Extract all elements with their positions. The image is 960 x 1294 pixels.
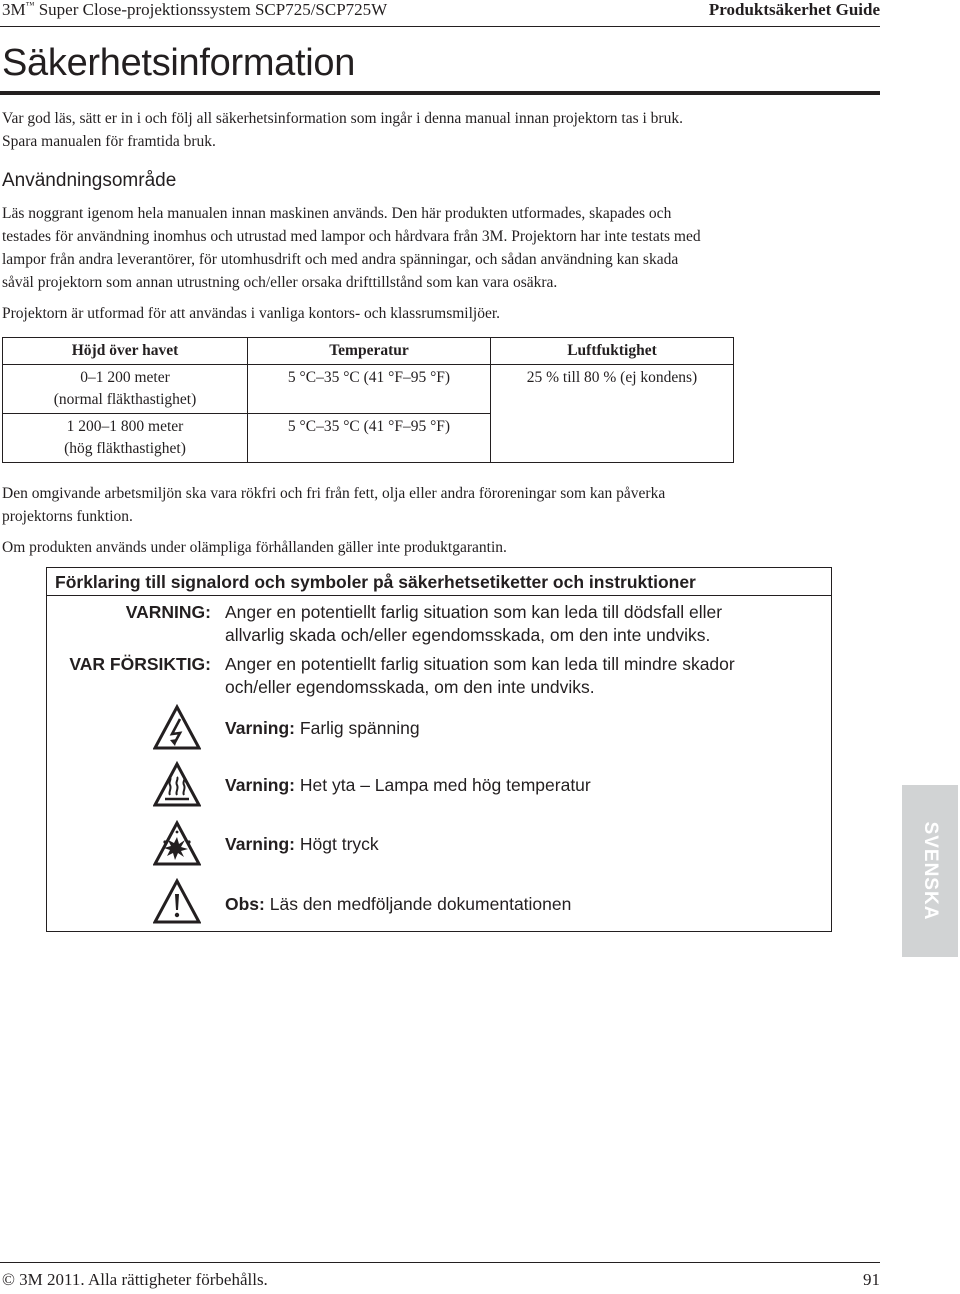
explosion-icon [153, 820, 201, 868]
altitude-cell [3, 365, 248, 414]
altitude-fan: (normal fläkthastighet) [53, 391, 197, 408]
header-guide: Produktsäkerhet Guide [708, 0, 880, 19]
term-caution: VAR FÖRSIKTIG: [69, 654, 211, 674]
symbol-text: Het yta – Lampa med hög temperatur [299, 775, 591, 795]
symbol-label: Varning: [225, 834, 296, 854]
intro-line-2: Spara manualen för framtida bruk. [2, 133, 216, 150]
symbol-label: Varning: [225, 775, 296, 795]
definition-line: Anger en potentiellt farlig situation som kan leda till mindre skador [225, 654, 735, 674]
symbol-label-voltage [225, 718, 420, 739]
hot-surface-icon [153, 761, 201, 809]
usage-paragraph-2: Projektorn är utformad för att användas i vanliga kontors- och klassrumsmiljöer. [2, 305, 501, 322]
header-altitude: Höjd över havet [3, 338, 248, 365]
altitude-range: 0–1 200 meter [80, 369, 170, 386]
high-voltage-icon [153, 704, 201, 752]
warranty-paragraph: Om produkten används under olämpliga förhållanden gäller inte produktgarantin. [2, 539, 507, 556]
definition-line: och/eller egendomsskada, om den inte undviks. [225, 677, 595, 697]
header-product [2, 0, 387, 20]
symbol-text: Läs den medföljande dokumentationen [269, 894, 572, 914]
humidity-cell: 25 % till 80 % (ej kondens) [491, 365, 734, 463]
symbol-text: Högt tryck [299, 834, 379, 854]
title-rule [0, 91, 880, 95]
definition-line: Anger en potentiellt farlig situation som kan leda till dödsfall eller [225, 602, 723, 622]
altitude-cell [3, 414, 248, 463]
temperature-cell: 5 °C–35 °C (41 °F–95 °F) [248, 365, 491, 414]
temperature-cell: 5 °C–35 °C (41 °F–95 °F) [248, 414, 491, 463]
page-header [0, 0, 880, 27]
header-trademark: ™ [25, 0, 35, 10]
altitude-range: 1 200–1 800 meter [66, 418, 184, 435]
intro-paragraph [2, 107, 878, 153]
header-temperature: Temperatur [248, 338, 491, 365]
legend-title: Förklaring till signalord och symboler på säkerhetsetiketter och instruktioner [47, 568, 831, 596]
table-header-row [3, 338, 734, 365]
page-footer [0, 1262, 880, 1291]
symbol-label: Varning: [225, 718, 296, 738]
page-number: 91 [863, 1270, 880, 1289]
symbol-label-documentation [225, 894, 571, 915]
footer-copyright: © 3M 2011. Alla rättigheter förbehålls. [2, 1270, 268, 1289]
page-title: Säkerhetsinformation [2, 42, 356, 84]
environment-paragraph [2, 482, 878, 528]
header-humidity: Luftfuktighet [491, 338, 734, 365]
environment-line-2: projektorns funktion. [2, 508, 133, 525]
header-product-name: Super Close-projektionssystem SCP725/SCP725W [38, 0, 388, 19]
definition-caution [225, 653, 815, 699]
environment-line-1: Den omgivande arbetsmiljön ska vara rökfri och fri från fett, olja eller andra föroreningar som kan påverka [2, 485, 666, 502]
signal-word-legend [46, 567, 832, 932]
symbol-label: Obs: [225, 894, 265, 914]
usage-paragraph-1 [2, 202, 878, 294]
table-row [3, 365, 734, 414]
symbol-label-pressure [225, 834, 379, 855]
altitude-fan: (hög fläkthastighet) [64, 440, 186, 457]
language-tab [902, 785, 958, 957]
language-tab-label: SVENSKA [920, 821, 941, 921]
symbol-text: Farlig spänning [299, 718, 420, 738]
usage-heading: Användningsområde [2, 170, 177, 191]
exclamation-warning-icon [153, 878, 201, 926]
usage-line-4: såväl projektorn som annan utrustning och/eller orsaka drifttillstånd som kan vara osäkra. [2, 274, 558, 291]
definition-line: allvarlig skada och/eller egendomsskada, om den inte undviks. [225, 625, 711, 645]
environment-table [2, 337, 734, 463]
symbol-label-hot-surface [225, 775, 591, 796]
definition-warning [225, 601, 815, 647]
intro-line-1: Var god läs, sätt er in i och följ all säkerhetsinformation som ingår i denna manual innan projektorn tas i bruk. [2, 110, 683, 127]
header-brand: 3M [2, 0, 26, 19]
usage-line-3: lampor från andra leverantörer, för utomhusdrift och med andra spänningar, och sådan användning kan skada [2, 251, 679, 268]
usage-line-2: testades för användning inomhus och utrustad med lampor och hårdvara från 3M. Projektorn har inte testats med [2, 228, 701, 245]
term-warning: VARNING: [125, 602, 211, 622]
usage-line-1: Läs noggrant igenom hela manualen innan maskinen används. Den här produkten utformades, skapades och [2, 205, 672, 222]
